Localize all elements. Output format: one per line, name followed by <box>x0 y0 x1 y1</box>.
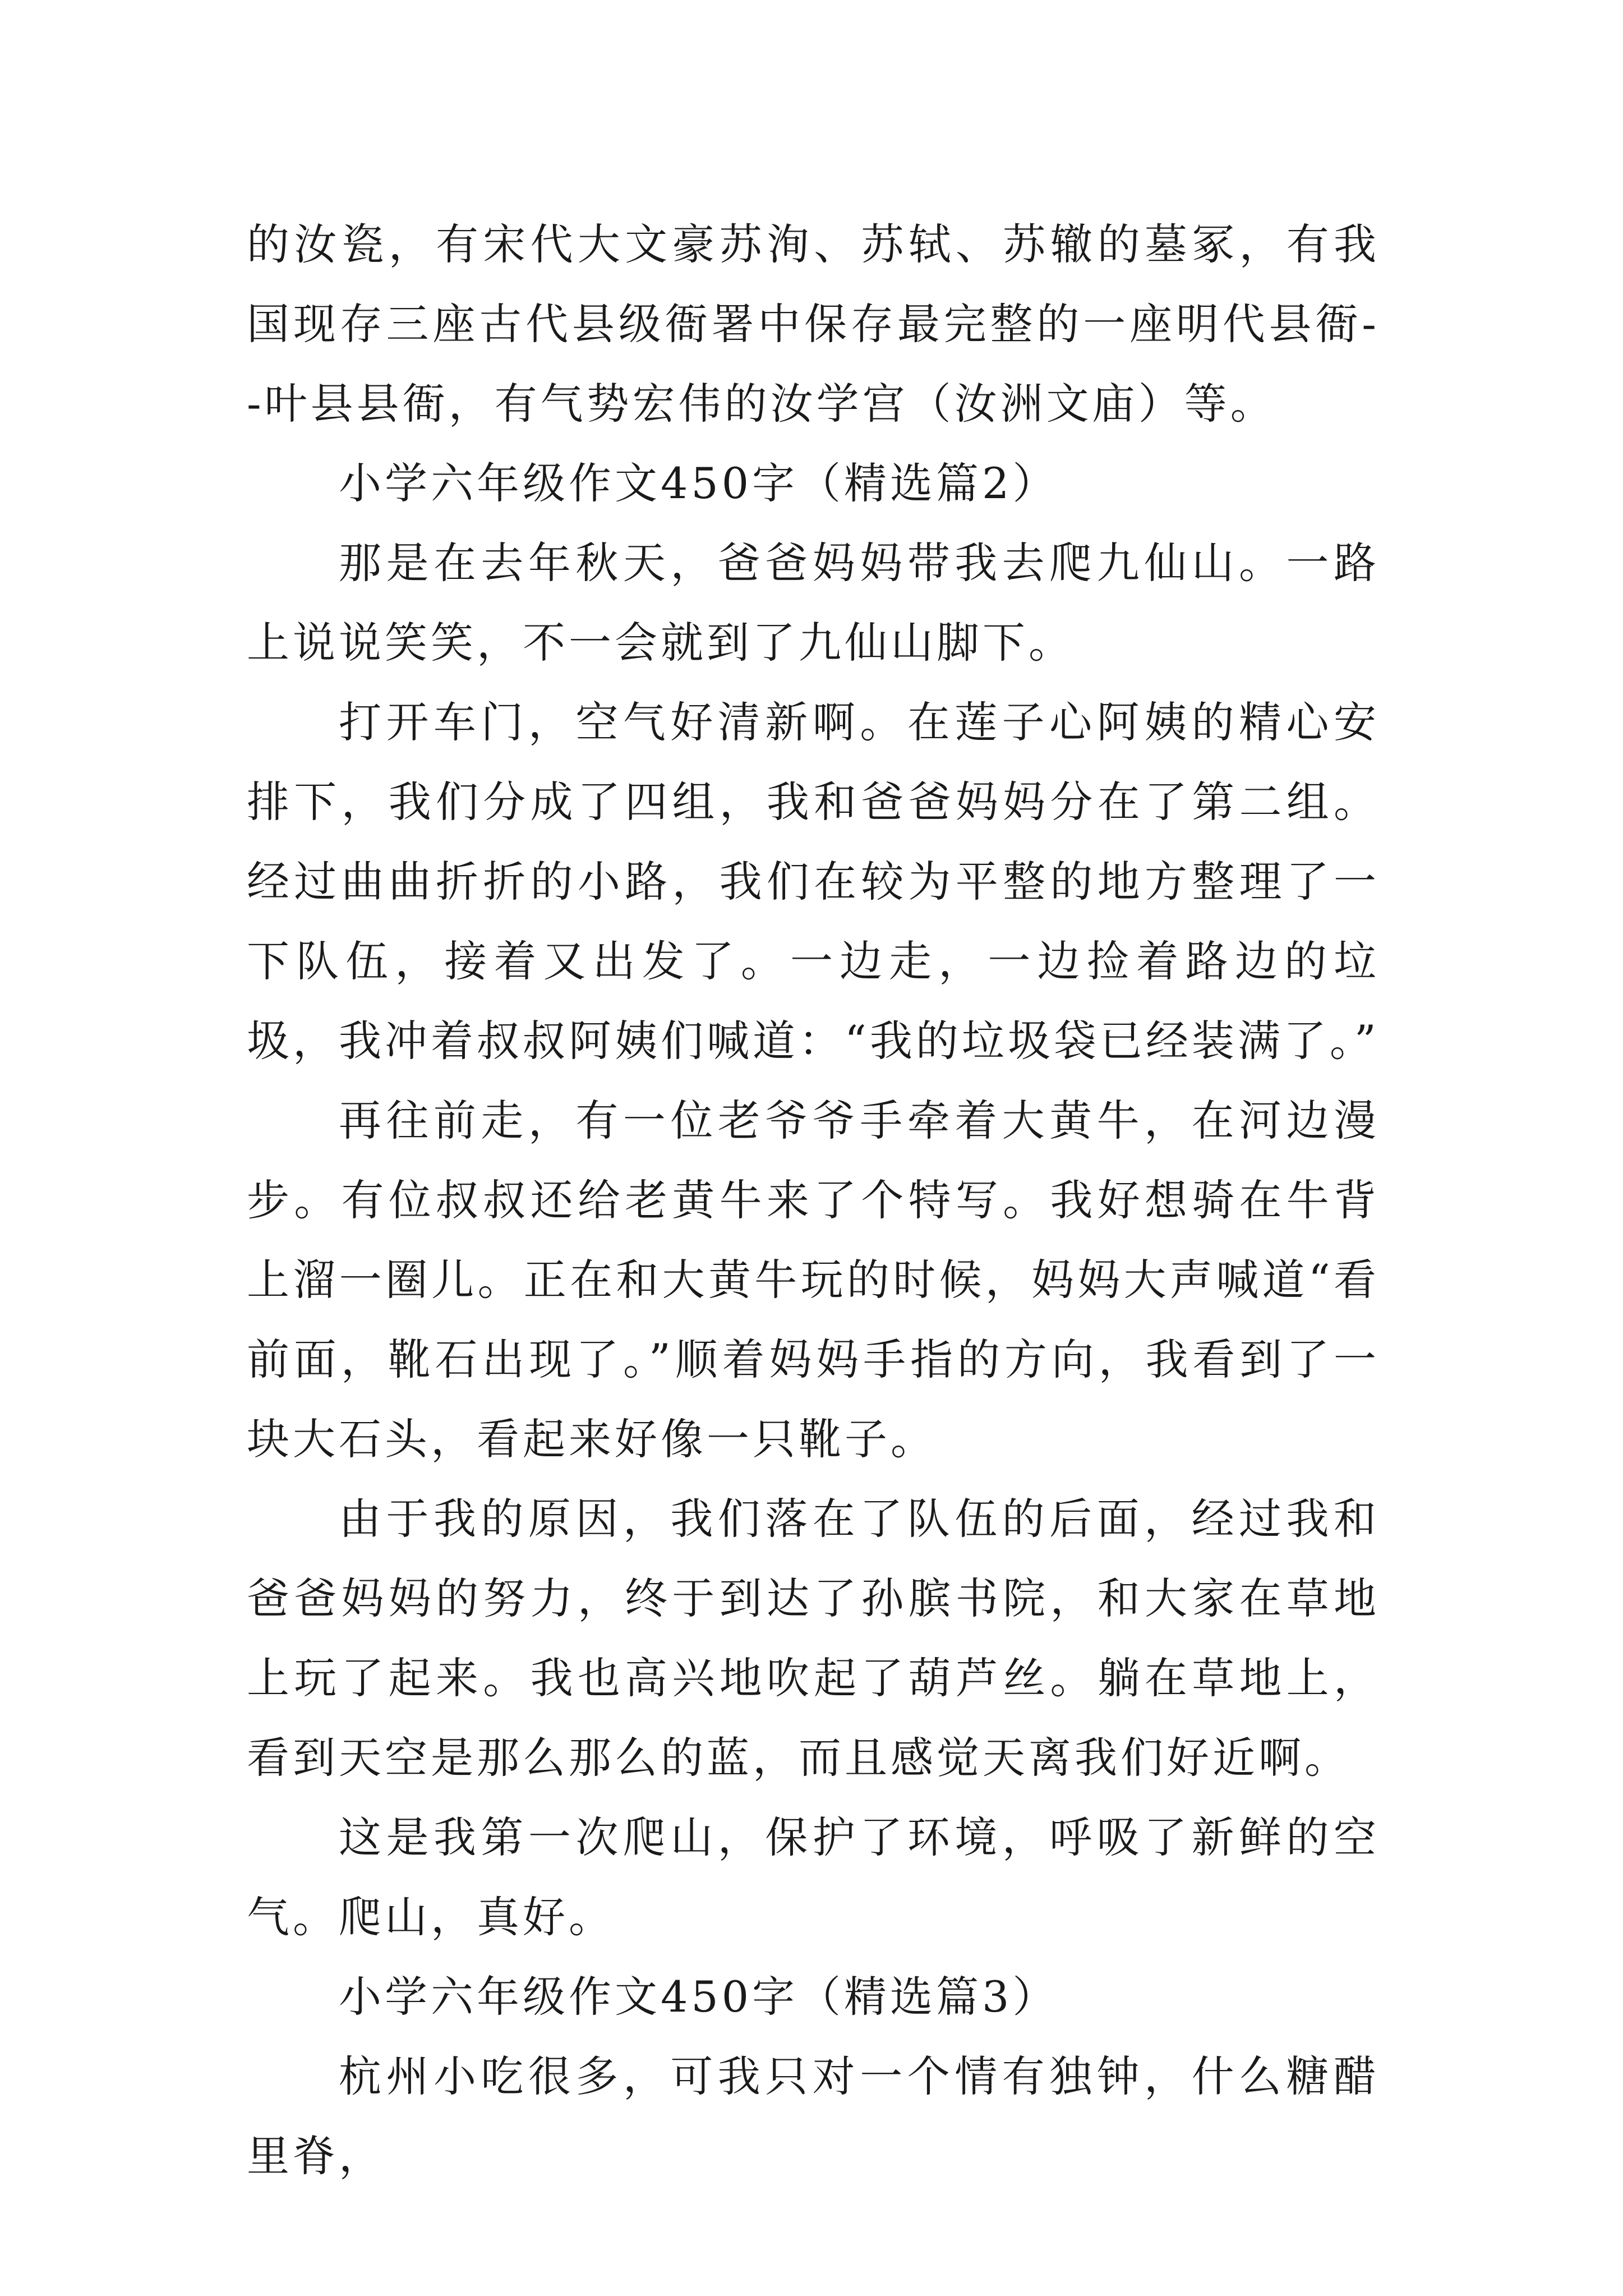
paragraph-4: 打开车门，空气好清新啊。在莲子心阿姨的精心安排下，我们分成了四组，我和爸爸妈妈分在了第二组。经过曲曲折折的小路，我们在较为平整的地方整理了一下队伍，接着又出发了。一边走，一边捡着路边的垃圾，我冲着叔叔阿姨们喊道：“我的垃圾袋已经装满了。” <box>247 697 1380 1066</box>
paragraph-7: 这是我第一次爬山，保护了环境，呼吸了新鲜的空气。爬山，真好。 <box>247 1812 1380 1942</box>
section-heading-3: 小学六年级作文450字（精选篇3） <box>339 1972 1059 2022</box>
document-body <box>247 205 1380 2196</box>
paragraph-3: 那是在去年秋天，爸爸妈妈带我去爬九仙山。一路上说说笑笑，不一会就到了九仙山脚下。 <box>247 538 1380 668</box>
paragraph-1: 的汝瓷，有宋代大文豪苏洵、苏轼、苏辙的墓冢，有我国现存三座古代县级衙署中保存最完整的一座明代县衙--叶县县衙，有气势宏伟的汝学宫（汝洲文庙）等。 <box>247 219 1380 429</box>
paragraph-5: 再往前走，有一位老爷爷手牵着大黄牛，在河边漫步。有位叔叔还给老黄牛来了个特写。我好想骑在牛背上溜一圈儿。正在和大黄牛玩的时候，妈妈大声喊道“看前面，靴石出现了。”顺着妈妈手指的方向，我看到了一块大石头，看起来好像一只靴子。 <box>247 1096 1380 1464</box>
paragraph-9: 杭州小吃很多，可我只对一个情有独钟，什么糖醋里脊， <box>247 2051 1380 2181</box>
paragraph-6: 由于我的原因，我们落在了队伍的后面，经过我和爸爸妈妈的努力，终于到达了孙膑书院，和大家在草地上玩了起来。我也高兴地吹起了葫芦丝。躺在草地上，看到天空是那么那么的蓝，而且感觉天离我们好近啊。 <box>247 1494 1380 1783</box>
section-heading-2: 小学六年级作文450字（精选篇2） <box>339 458 1059 508</box>
